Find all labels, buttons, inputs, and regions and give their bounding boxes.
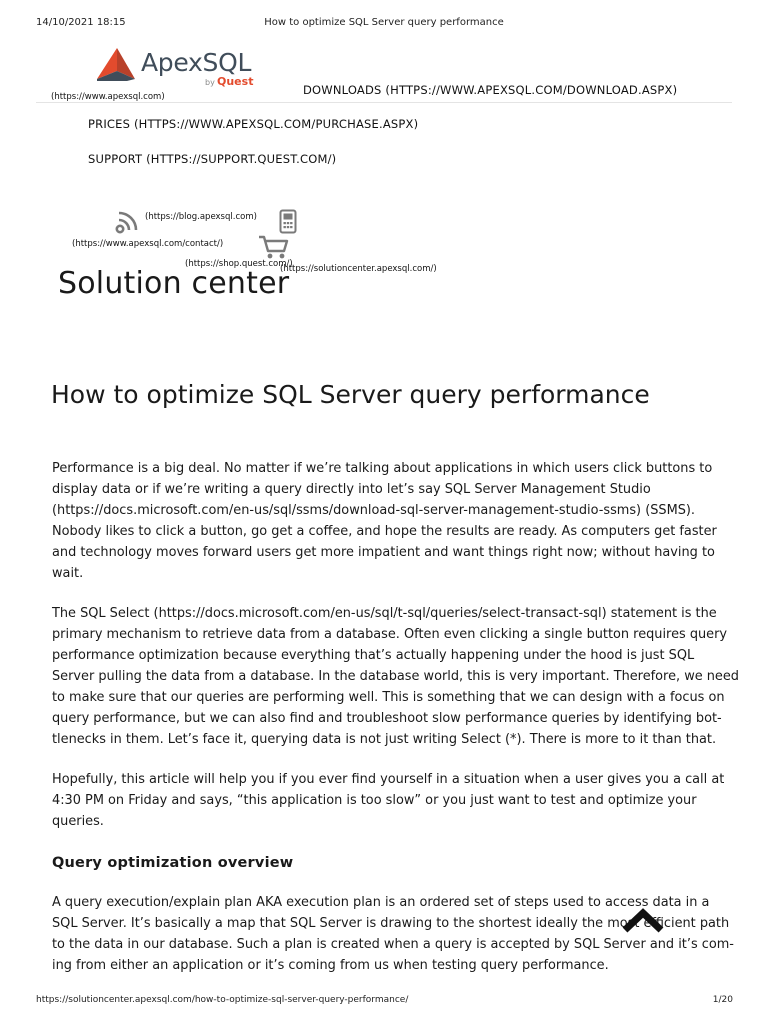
paragraph-line: wait. bbox=[52, 566, 84, 581]
shopping-cart-icon[interactable] bbox=[258, 234, 290, 260]
section-heading: Query optimization overview bbox=[52, 855, 294, 871]
print-footer-url: https://solutioncenter.apexsql.com/how-to-optimize-sql-server-query-performance/ bbox=[36, 995, 409, 1005]
logo-triangle-icon bbox=[97, 48, 137, 82]
print-datetime: 14/10/2021 18:15 bbox=[36, 17, 126, 28]
contact-link[interactable]: (https://www.apexsql.com/contact/) bbox=[72, 239, 224, 249]
paragraph-line: Nobody likes to click a button, go get a coffee, and hope the results are ready. As computers get faster bbox=[52, 524, 717, 539]
ssms-link-line[interactable]: (https://docs.microsoft.com/en-us/sql/ssms/download-sql-server-management-studio-ssms) (SSMS). bbox=[52, 503, 696, 518]
logo-company: Quest bbox=[217, 75, 254, 88]
print-page-number: 1/20 bbox=[712, 995, 733, 1005]
paragraph-line: ing from either an application or it’s coming from us when testing query performance. bbox=[52, 958, 609, 973]
paragraph-line: tlenecks in them. Let’s face it, querying data is not just writing Select (*). There is more to it than that. bbox=[52, 732, 717, 747]
shop-link[interactable]: (https://shop.quest.com/) bbox=[185, 259, 293, 269]
select-link-line[interactable]: The SQL Select (https://docs.microsoft.com/en-us/sql/t-sql/queries/select-transact-sql) statement is the bbox=[52, 606, 717, 621]
nav-prices-link[interactable]: PRICES (HTTPS://WWW.APEXSQL.COM/PURCHASE.ASPX) bbox=[88, 117, 419, 131]
paragraph-line: A query execution/explain plan AKA execution plan is an ordered set of steps used to access data in a bbox=[52, 895, 710, 910]
paragraph-line: to the data in our database. Such a plan is created when a query is accepted by SQL Server and it’s com- bbox=[52, 937, 734, 952]
header-divider bbox=[36, 102, 732, 103]
article-title: How to optimize SQL Server query performance bbox=[51, 380, 650, 409]
logo-name: ApexSQL bbox=[141, 48, 252, 77]
paragraph-line: query performance, but we can also find and troubleshoot slow performance queries by identifying bot- bbox=[52, 711, 722, 726]
print-title: How to optimize SQL Server query performance bbox=[264, 17, 504, 28]
paragraph-line: SQL Server. It’s basically a map that SQL Server is drawing to the shortest ideally the most efficient path bbox=[52, 916, 730, 931]
phone-icon[interactable] bbox=[279, 209, 297, 234]
blog-rss-icon[interactable] bbox=[115, 210, 139, 234]
paragraph-line: 4:30 PM on Friday and says, “this application is too slow” or you just want to test and optimize your bbox=[52, 793, 697, 808]
logo-by: by bbox=[205, 78, 215, 87]
paragraph-line: performance optimization because everything that’s actually happening under the hood is just SQL bbox=[52, 648, 695, 663]
paragraph-line: to make sure that our queries are performing well. This is something that we can design with a focus on bbox=[52, 690, 725, 705]
apexsql-logo[interactable] bbox=[97, 45, 267, 95]
nav-downloads-link[interactable]: DOWNLOADS (HTTPS://WWW.APEXSQL.COM/DOWNLOAD.ASPX) bbox=[303, 83, 678, 97]
blog-link[interactable]: (https://blog.apexsql.com) bbox=[145, 212, 257, 222]
paragraph-intro bbox=[52, 458, 717, 584]
paragraph-line: Performance is a big deal. No matter if we’re talking about applications in which users click buttons to bbox=[52, 461, 713, 476]
chevron-up-icon[interactable] bbox=[605, 900, 681, 940]
paragraph-line: primary mechanism to retrieve data from a database. Often even clicking a single button requires query bbox=[52, 627, 728, 642]
paragraph-select bbox=[52, 603, 739, 750]
logo-link[interactable]: (https://www.apexsql.com) bbox=[51, 92, 165, 102]
paragraph-line: Hopefully, this article will help you if you ever find yourself in a situation when a user gives you a call at bbox=[52, 772, 725, 787]
solution-center-title: Solution center bbox=[58, 266, 290, 301]
paragraph-line: and technology moves forward users get more impatient and want things right now; without having to bbox=[52, 545, 715, 560]
paragraph-line: Server pulling the data from a database. In the database world, this is very important. Therefore, we need bbox=[52, 669, 739, 684]
paragraph-line: display data or if we’re writing a query directly into let’s say SQL Server Management Studio bbox=[52, 482, 651, 497]
paragraph-line: queries. bbox=[52, 814, 104, 829]
solution-center-link[interactable]: (https://solutioncenter.apexsql.com/) bbox=[280, 264, 437, 274]
nav-support-link[interactable]: SUPPORT (HTTPS://SUPPORT.QUEST.COM/) bbox=[88, 152, 337, 166]
paragraph-hopefully bbox=[52, 769, 725, 832]
